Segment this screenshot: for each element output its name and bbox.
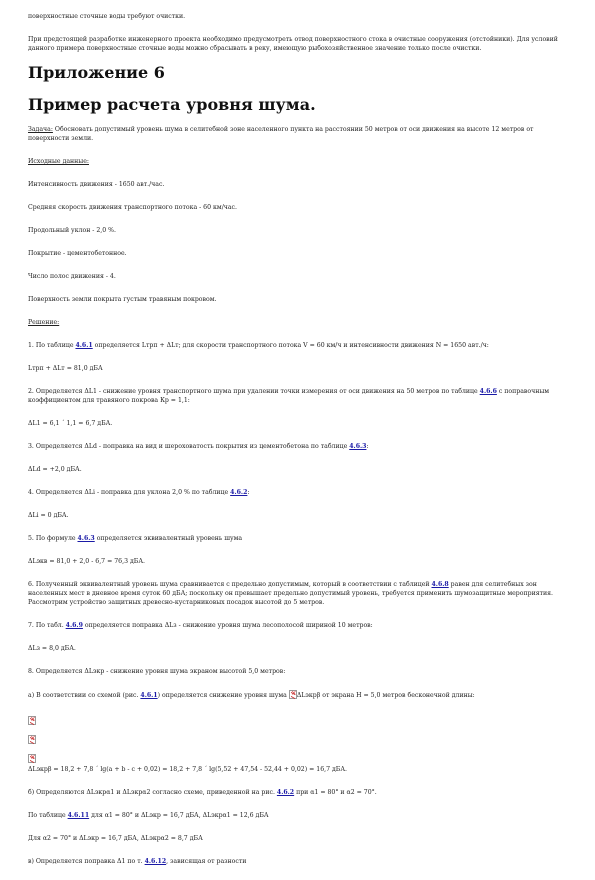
link-table-4-6-2[interactable]: 4.6.2 bbox=[230, 489, 248, 496]
given-item-slope: Продольный уклон - 2,0 %. bbox=[28, 227, 117, 234]
document-page bbox=[28, 12, 566, 880]
formula-image-2 bbox=[28, 727, 566, 737]
link-figure-4-6-1[interactable]: 4.6.1 bbox=[140, 692, 158, 699]
broken-image-icon bbox=[28, 735, 36, 744]
step-8b-table: По таблице 4.6.11 для α1 = 80° и ΔLэкр = 16,7 дБА, ΔLэкрα1 = 12,6 дБА bbox=[28, 812, 269, 819]
link-table-4-6-6[interactable]: 4.6.6 bbox=[479, 388, 497, 395]
formula-image-3 bbox=[28, 746, 566, 756]
task-paragraph bbox=[28, 125, 566, 143]
intro-paragraph-2: При предстоящей разработке инженерного проекта необходимо предусмотреть отвод поверхностного стока в очистные сооружения (отстойники). Для условий данного примера поверхностные сточные воды можно сбрасывать в реку, имеющую рыбохозяйственное значение только после очистки. bbox=[28, 36, 558, 52]
intro-paragraph-1: поверхностные сточные воды требуют очистки. bbox=[28, 13, 186, 20]
step-8b-alpha2: Для α2 = 70° и ΔLэкр = 16,7 дБА, ΔLэкрα2 = 8,7 дБА bbox=[28, 835, 203, 842]
task-label: Задача: bbox=[28, 126, 53, 133]
solution-label: Решение: bbox=[28, 319, 60, 326]
given-item-speed: Средняя скорость движения транспортного потока - 60 км/час. bbox=[28, 204, 237, 211]
step-8c: в) Определяется поправка Δ1 по т. 4.6.12, зависящая от разности bbox=[28, 858, 247, 865]
broken-image-icon bbox=[28, 754, 36, 763]
link-formula-4-6-3[interactable]: 4.6.3 bbox=[77, 535, 95, 542]
step-2: 2. Определяется ΔL1 - снижение уровня транспортного шума при удалении точки измерения от оси движения на 50 метров по таблице 4.6.6 с поправочным коэффициентом для травяного покрова Кр = 1,1: bbox=[28, 388, 550, 404]
link-table-4-6-3[interactable]: 4.6.3 bbox=[349, 443, 367, 450]
broken-image-icon bbox=[28, 716, 36, 725]
step-5-result: ΔLэкв = 81,0 + 2,0 - 6,7 = 76,3 дБА. bbox=[28, 558, 145, 565]
broken-image-icon bbox=[289, 690, 297, 699]
appendix-title: Приложение 6 bbox=[28, 63, 165, 82]
step-7: 7. По табл. 4.6.9 определяется поправка ΔLз - снижение уровня шума лесополосой шириной 10 метров: bbox=[28, 622, 373, 629]
step-8a: а) В соответствии со схемой (рис. 4.6.1) определяется снижение уровня шума ×ΔLэкрβ от экрана Н = 5,0 метров бесконечной длины: bbox=[28, 690, 566, 700]
section-title: Пример расчета уровня шума. bbox=[28, 95, 316, 114]
step-3-result: ΔLd = +2,0 дБА. bbox=[28, 466, 82, 473]
link-figure-4-6-2[interactable]: 4.6.2 bbox=[276, 789, 295, 796]
given-item-lanes: Число полос движения - 4. bbox=[28, 273, 116, 280]
task-text: Обосновать допустимый уровень шума в селитебной зоне населенного пункта на расстоянии 50 метров от оси движения на высоте 12 метров от поверхности земли. bbox=[28, 126, 534, 142]
step-8a-result: ΔLэкрβ = 18,2 + 7,8 ´ lg(a + b - c + 0,02) = 18,2 + 7,8 ´ lg(5,52 + 47,54 - 52,44 + 0,02) = 16,7 дБА. bbox=[28, 766, 348, 773]
step-1: 1. По таблице 4.6.1 определяется Lтрп + ΔLт; для скорости транспортного потока V = 60 км/ч и интенсивности движения N = 1650 авт./ч: bbox=[28, 342, 489, 349]
given-item-surface: Покрытие - цементобетонное. bbox=[28, 250, 127, 257]
link-table-4-6-9[interactable]: 4.6.9 bbox=[65, 622, 83, 629]
link-table-4-6-12[interactable]: 4.6.12 bbox=[144, 858, 167, 865]
step-8b: б) Определяются ΔLэкрα1 и ΔLэкрα2 согласно схеме, приведенной на рис. 4.6.2 при α1 = 80° и α2 = 70°. bbox=[28, 789, 377, 796]
step-1-result: Lтрп + ΔLт = 81,0 дБА bbox=[28, 365, 103, 372]
given-item-intensity: Интенсивность движения - 1650 авт./час. bbox=[28, 181, 165, 188]
link-table-4-6-1[interactable]: 4.6.1 bbox=[75, 342, 93, 349]
step-4-result: ΔLi = 0 дБА. bbox=[28, 512, 69, 519]
step-7-result: ΔLз = 8,0 дБА. bbox=[28, 645, 76, 652]
link-table-4-6-11[interactable]: 4.6.11 bbox=[67, 812, 90, 819]
step-8: 8. Определяется ΔLэкр - снижение уровня шума экраном высотой 5,0 метров: bbox=[28, 668, 286, 675]
step-2-result: ΔL1 = 6,1 ´ 1,1 = 6,7 дБА. bbox=[28, 420, 113, 427]
formula-image-1 bbox=[28, 708, 566, 718]
step-6: 6. Полученный эквивалентный уровень шума сравнивается с предельно допустимым, который в соответствии с таблицей 4.6.8 равен для селитебных зон населенных мест в дневное время суток 60 дБА; поскольку он превышает предельно допустимый уровень, требуется применить шумозащитные мероприятия. Рассмотрим устройство защитных древесно-кустарниковых посадок высотой до 5 метров. bbox=[28, 581, 554, 606]
step-3: 3. Определяется ΔLd - поправка на вид и шероховатость покрытия из цементобетона по таблице 4.6.3: bbox=[28, 443, 369, 450]
step-5: 5. По формуле 4.6.3 определяется эквивалентный уровень шума bbox=[28, 535, 243, 542]
step-4: 4. Определяется ΔLi - поправка для уклона 2,0 % по таблице 4.6.2: bbox=[28, 489, 250, 496]
link-table-4-6-8[interactable]: 4.6.8 bbox=[431, 581, 449, 588]
given-label: Исходные данные: bbox=[28, 158, 89, 165]
given-item-ground: Поверхность земли покрыта густым травяным покровом. bbox=[28, 296, 217, 303]
